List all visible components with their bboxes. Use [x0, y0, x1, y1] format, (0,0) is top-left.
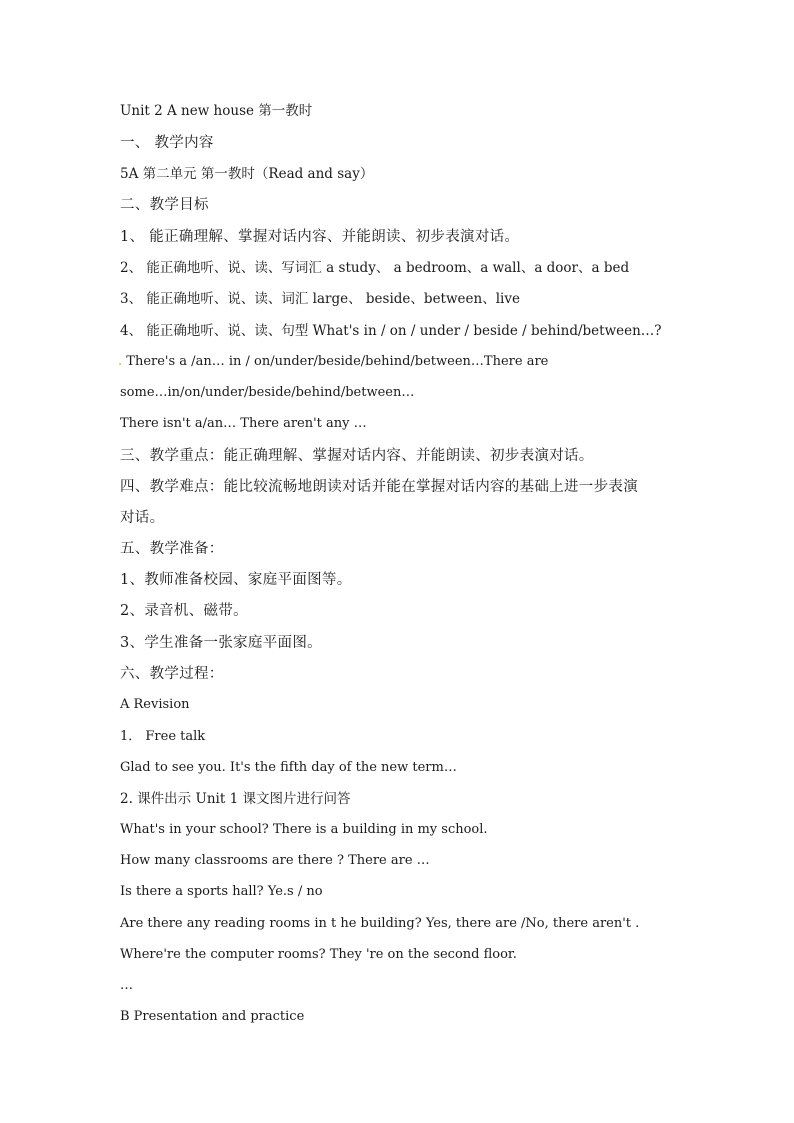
dialogue-line: How many classrooms are there ? There are … [120, 853, 430, 868]
lesson-title: Unit 2 A new house 第一教时 [120, 103, 313, 119]
dialogue-line: Where're the computer rooms? They 're on the second floor. [120, 947, 517, 962]
dialogue-line: What's in your school? There is a building in my school. [120, 822, 488, 837]
content-line: 5A 第二单元 第一教时（Read and say） [120, 166, 374, 182]
step-heading-presentation: B Presentation and practice [120, 1009, 305, 1024]
sentence-pattern-line-3: There isn't a/an… There aren't any … [120, 416, 367, 431]
preparation-item-1: 1、教师准备校园、家庭平面图等。 [120, 572, 352, 588]
section-heading-content: 一、 教学内容 [120, 135, 214, 151]
revision-item-1: 1． Free talk [120, 729, 206, 744]
step-heading-revision: A Revision [120, 697, 190, 712]
ellipsis-line: … [120, 978, 133, 993]
revision-item-2: 2. 课件出示 Unit 1 课文图片进行问答 [120, 791, 351, 807]
dialogue-line: Is there a sports hall? Ye.s / no [120, 884, 323, 899]
section-heading-objectives: 二、教学目标 [120, 197, 209, 213]
section-heading-preparation: 五、教学准备： [120, 541, 224, 557]
difficulties-continuation: 对话。 [120, 510, 165, 526]
preparation-item-2: 2、录音机、磁带。 [120, 603, 248, 619]
dialogue-line: Are there any reading rooms in t he building? Yes, there are /No, there aren't . [120, 916, 640, 931]
preparation-item-3: 3、学生准备一张家庭平面图。 [120, 635, 322, 651]
objective-item-2: 2、 能正确地听、说、读、写词汇 a study、 a bedroom、a wall、a door、a bed [120, 260, 630, 276]
objective-item-4: 4、 能正确地听、说、读、句型 What's in / on / under / beside / behind/between…? [120, 323, 662, 339]
section-heading-key-points: 三、教学重点：能正确理解、掌握对话内容、并能朗读、初步表演对话。 [120, 448, 594, 464]
sentence-pattern-line-1: . There's a /an… in / on/under/beside/behind/between…There are [118, 354, 549, 369]
bullet-mark: . [118, 354, 123, 369]
sentence-pattern-line-2: some…in/on/under/beside/behind/between… [120, 385, 415, 400]
objective-item-1: 1、 能正确理解、掌握对话内容、并能朗读、初步表演对话。 [120, 229, 520, 245]
section-heading-difficulties: 四、教学难点：能比较流畅地朗读对话并能在掌握对话内容的基础上进一步表演 [120, 479, 638, 495]
objective-item-3: 3、 能正确地听、说、读、词汇 large、 beside、between、live [120, 291, 520, 307]
dialogue-line: Glad to see you. It's the fifth day of the new term… [120, 760, 457, 775]
section-heading-process: 六、教学过程： [120, 666, 224, 682]
